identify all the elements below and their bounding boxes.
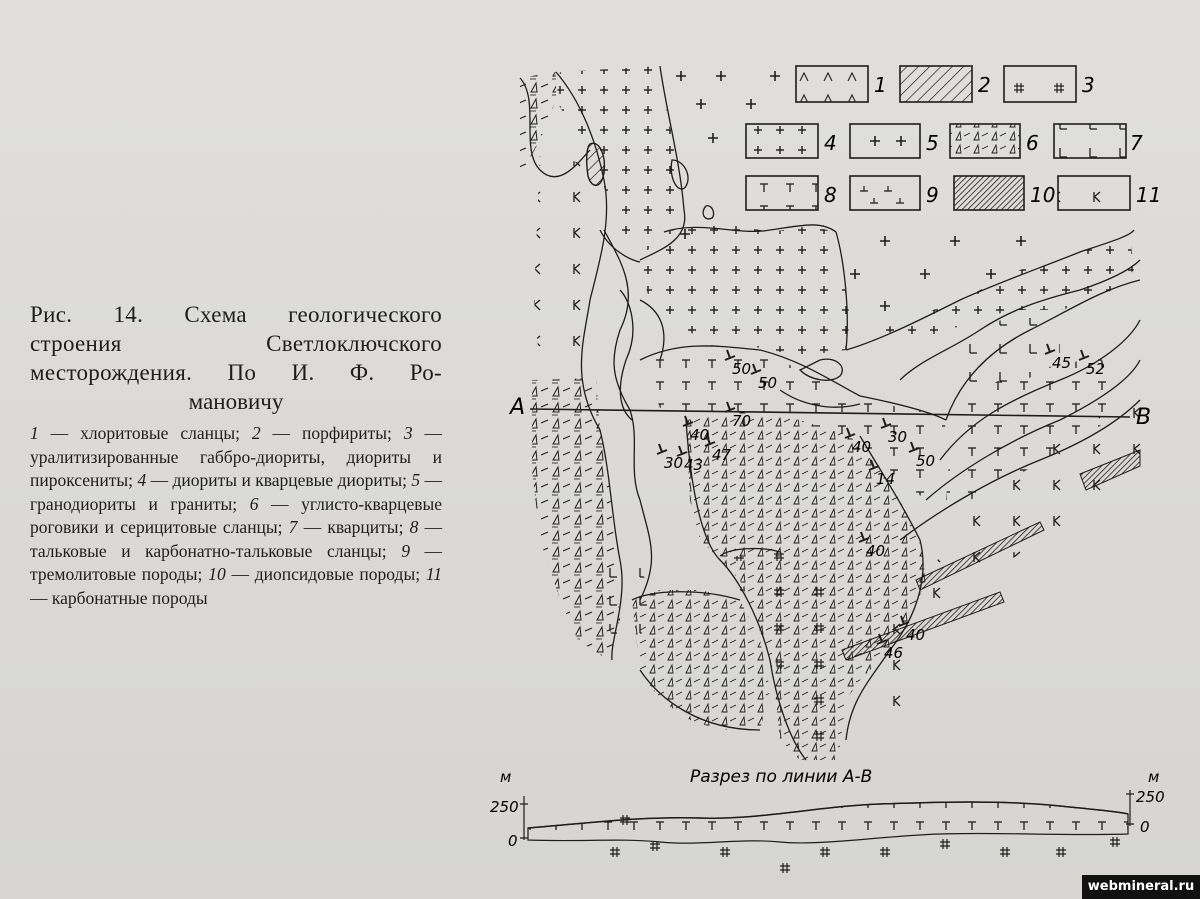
legend-box-10-number: 10 bbox=[1030, 183, 1056, 207]
dip-symbol-icon bbox=[657, 444, 667, 454]
legend-box-10 bbox=[954, 176, 1055, 210]
legend-entry-dash: — bbox=[303, 517, 322, 537]
legend-box-11-number: 11 bbox=[1136, 183, 1162, 207]
legend-entry-number: 3 bbox=[403, 423, 413, 443]
legend-entry-number: 7 bbox=[288, 517, 298, 537]
dip-angle-label: 30 bbox=[888, 428, 908, 446]
dip-angle-label: 43 bbox=[684, 456, 704, 474]
dip-angle-label: 50 bbox=[732, 360, 752, 378]
dip-angle-label: 45 bbox=[1052, 354, 1072, 372]
legend-box-2 bbox=[900, 66, 991, 102]
legend-box-5-number: 5 bbox=[926, 131, 939, 155]
dip-angle-label: 47 bbox=[712, 446, 732, 464]
section-title: Разрез по линии А-В bbox=[690, 767, 873, 787]
caption-title-line-3: месторождения. По И. Ф. Ро- bbox=[30, 360, 442, 385]
legend-entry-text: уралитизированные габбро-диориты, диориты и пироксениты; bbox=[30, 446, 442, 490]
dip-angle-label: 40 bbox=[866, 542, 886, 560]
section-tick-right-bottom: 0 bbox=[1140, 818, 1150, 836]
legend-entry-text: диориты и кварцевые диориты; bbox=[172, 470, 407, 490]
dip-symbol-icon bbox=[1079, 350, 1089, 360]
dip-angle-label: 46 bbox=[884, 644, 904, 662]
legend-entry-text: диопсидовые породы; bbox=[254, 564, 421, 584]
legend-entry-text: гранодиориты и граниты; bbox=[30, 493, 238, 514]
legend-entry-dash: — bbox=[231, 564, 249, 584]
legend-entry-text: углисто-кварцевые роговики и серицитовые сланцы; bbox=[30, 493, 442, 537]
legend-entry-text: тремолитовые породы; bbox=[30, 564, 203, 584]
point-a-label: A bbox=[510, 395, 526, 420]
legend-box-6 bbox=[950, 124, 1039, 158]
tremolite-lower-left-field bbox=[632, 590, 770, 730]
caption-title-line-4: мановичу bbox=[188, 389, 284, 414]
dip-angle-label: 52 bbox=[1086, 360, 1106, 378]
legend-entry-dash: — bbox=[424, 470, 443, 490]
dip-angle-label: 40 bbox=[852, 438, 872, 456]
legend-entry-number: 10 bbox=[208, 564, 226, 584]
dip-angle-label: 40 bbox=[906, 626, 926, 644]
legend-box-1 bbox=[796, 66, 887, 102]
section-tick-right-top: 250 bbox=[1136, 788, 1165, 806]
legend-entry-number: 11 bbox=[425, 564, 443, 584]
dip-angle-label: 14 bbox=[876, 470, 896, 488]
cross-section bbox=[490, 767, 1165, 873]
watermark: webmineral.ru bbox=[1082, 875, 1200, 899]
legend-entry-dash: — bbox=[424, 517, 443, 537]
legend-entry-text: порфириты; bbox=[301, 423, 392, 443]
legend-box-11 bbox=[1058, 176, 1161, 210]
legend-entry-dash: — bbox=[424, 540, 443, 561]
legend-box-6-number: 6 bbox=[1026, 131, 1039, 155]
legend-entry-dash: — bbox=[150, 470, 169, 490]
legend-box-3 bbox=[1004, 66, 1095, 102]
legend-entry-number: 9 bbox=[401, 540, 410, 561]
legend-box-4-number: 4 bbox=[824, 131, 837, 155]
legend-box-8-number: 8 bbox=[824, 183, 837, 207]
legend-entry-text: хлоритовые сланцы; bbox=[80, 423, 240, 443]
map-legend bbox=[746, 66, 1161, 210]
legend-entry-dash: — bbox=[30, 587, 48, 608]
legend-box-4 bbox=[746, 124, 837, 158]
legend-box-7 bbox=[1054, 124, 1143, 158]
dip-angle-label: 70 bbox=[732, 412, 752, 430]
legend-box-1-number: 1 bbox=[874, 73, 887, 97]
legend-entry-number: 8 bbox=[409, 517, 419, 537]
legend-entry-number: 2 bbox=[251, 423, 261, 443]
legend-entry-dash: — bbox=[50, 423, 69, 443]
legend-box-7-number: 7 bbox=[1130, 131, 1143, 155]
dip-angle-label: 40 bbox=[690, 426, 710, 444]
legend-entry-dash: — bbox=[272, 423, 291, 443]
legend-box-8 bbox=[746, 176, 837, 210]
caption-title-line-1: Рис. 14. Схема геологического bbox=[30, 302, 442, 327]
legend-entry-dash: — bbox=[424, 423, 442, 443]
legend-box-3-number: 3 bbox=[1082, 73, 1095, 97]
dip-angle-label: 30 bbox=[664, 454, 684, 472]
section-unit-right: м bbox=[1148, 768, 1160, 786]
legend-entry-text: кварциты; bbox=[327, 517, 404, 537]
section-tick-left-top: 250 bbox=[490, 798, 519, 816]
legend-entry-number: 1 bbox=[30, 423, 39, 443]
legend-entry-text: тальковые и карбонатно-тальковые сланцы; bbox=[30, 540, 387, 561]
legend-box-9-number: 9 bbox=[926, 183, 939, 207]
legend-entry-number: 4 bbox=[137, 470, 147, 490]
porphyrite-lens bbox=[587, 143, 605, 185]
legend-entry-number: 5 bbox=[411, 470, 421, 490]
section-unit-left: м bbox=[500, 768, 512, 786]
section-tick-left-bottom: 0 bbox=[508, 832, 518, 850]
caption-title-line-2: строения Светлоключского bbox=[30, 331, 442, 356]
dip-symbol-icon bbox=[677, 446, 687, 456]
legend-entry-text: карбонатные породы bbox=[51, 587, 208, 608]
legend-box-2-number: 2 bbox=[978, 73, 991, 97]
legend-box-5 bbox=[850, 124, 939, 158]
legend-entry-dash: — bbox=[271, 493, 289, 514]
point-b-label: B bbox=[1136, 405, 1152, 430]
dip-angle-label: 50 bbox=[916, 452, 936, 470]
dip-angle-label: 50 bbox=[758, 374, 778, 392]
legend-entry-number: 6 bbox=[249, 493, 259, 514]
legend-box-9 bbox=[850, 176, 939, 210]
section-layer-fill bbox=[528, 802, 1128, 843]
